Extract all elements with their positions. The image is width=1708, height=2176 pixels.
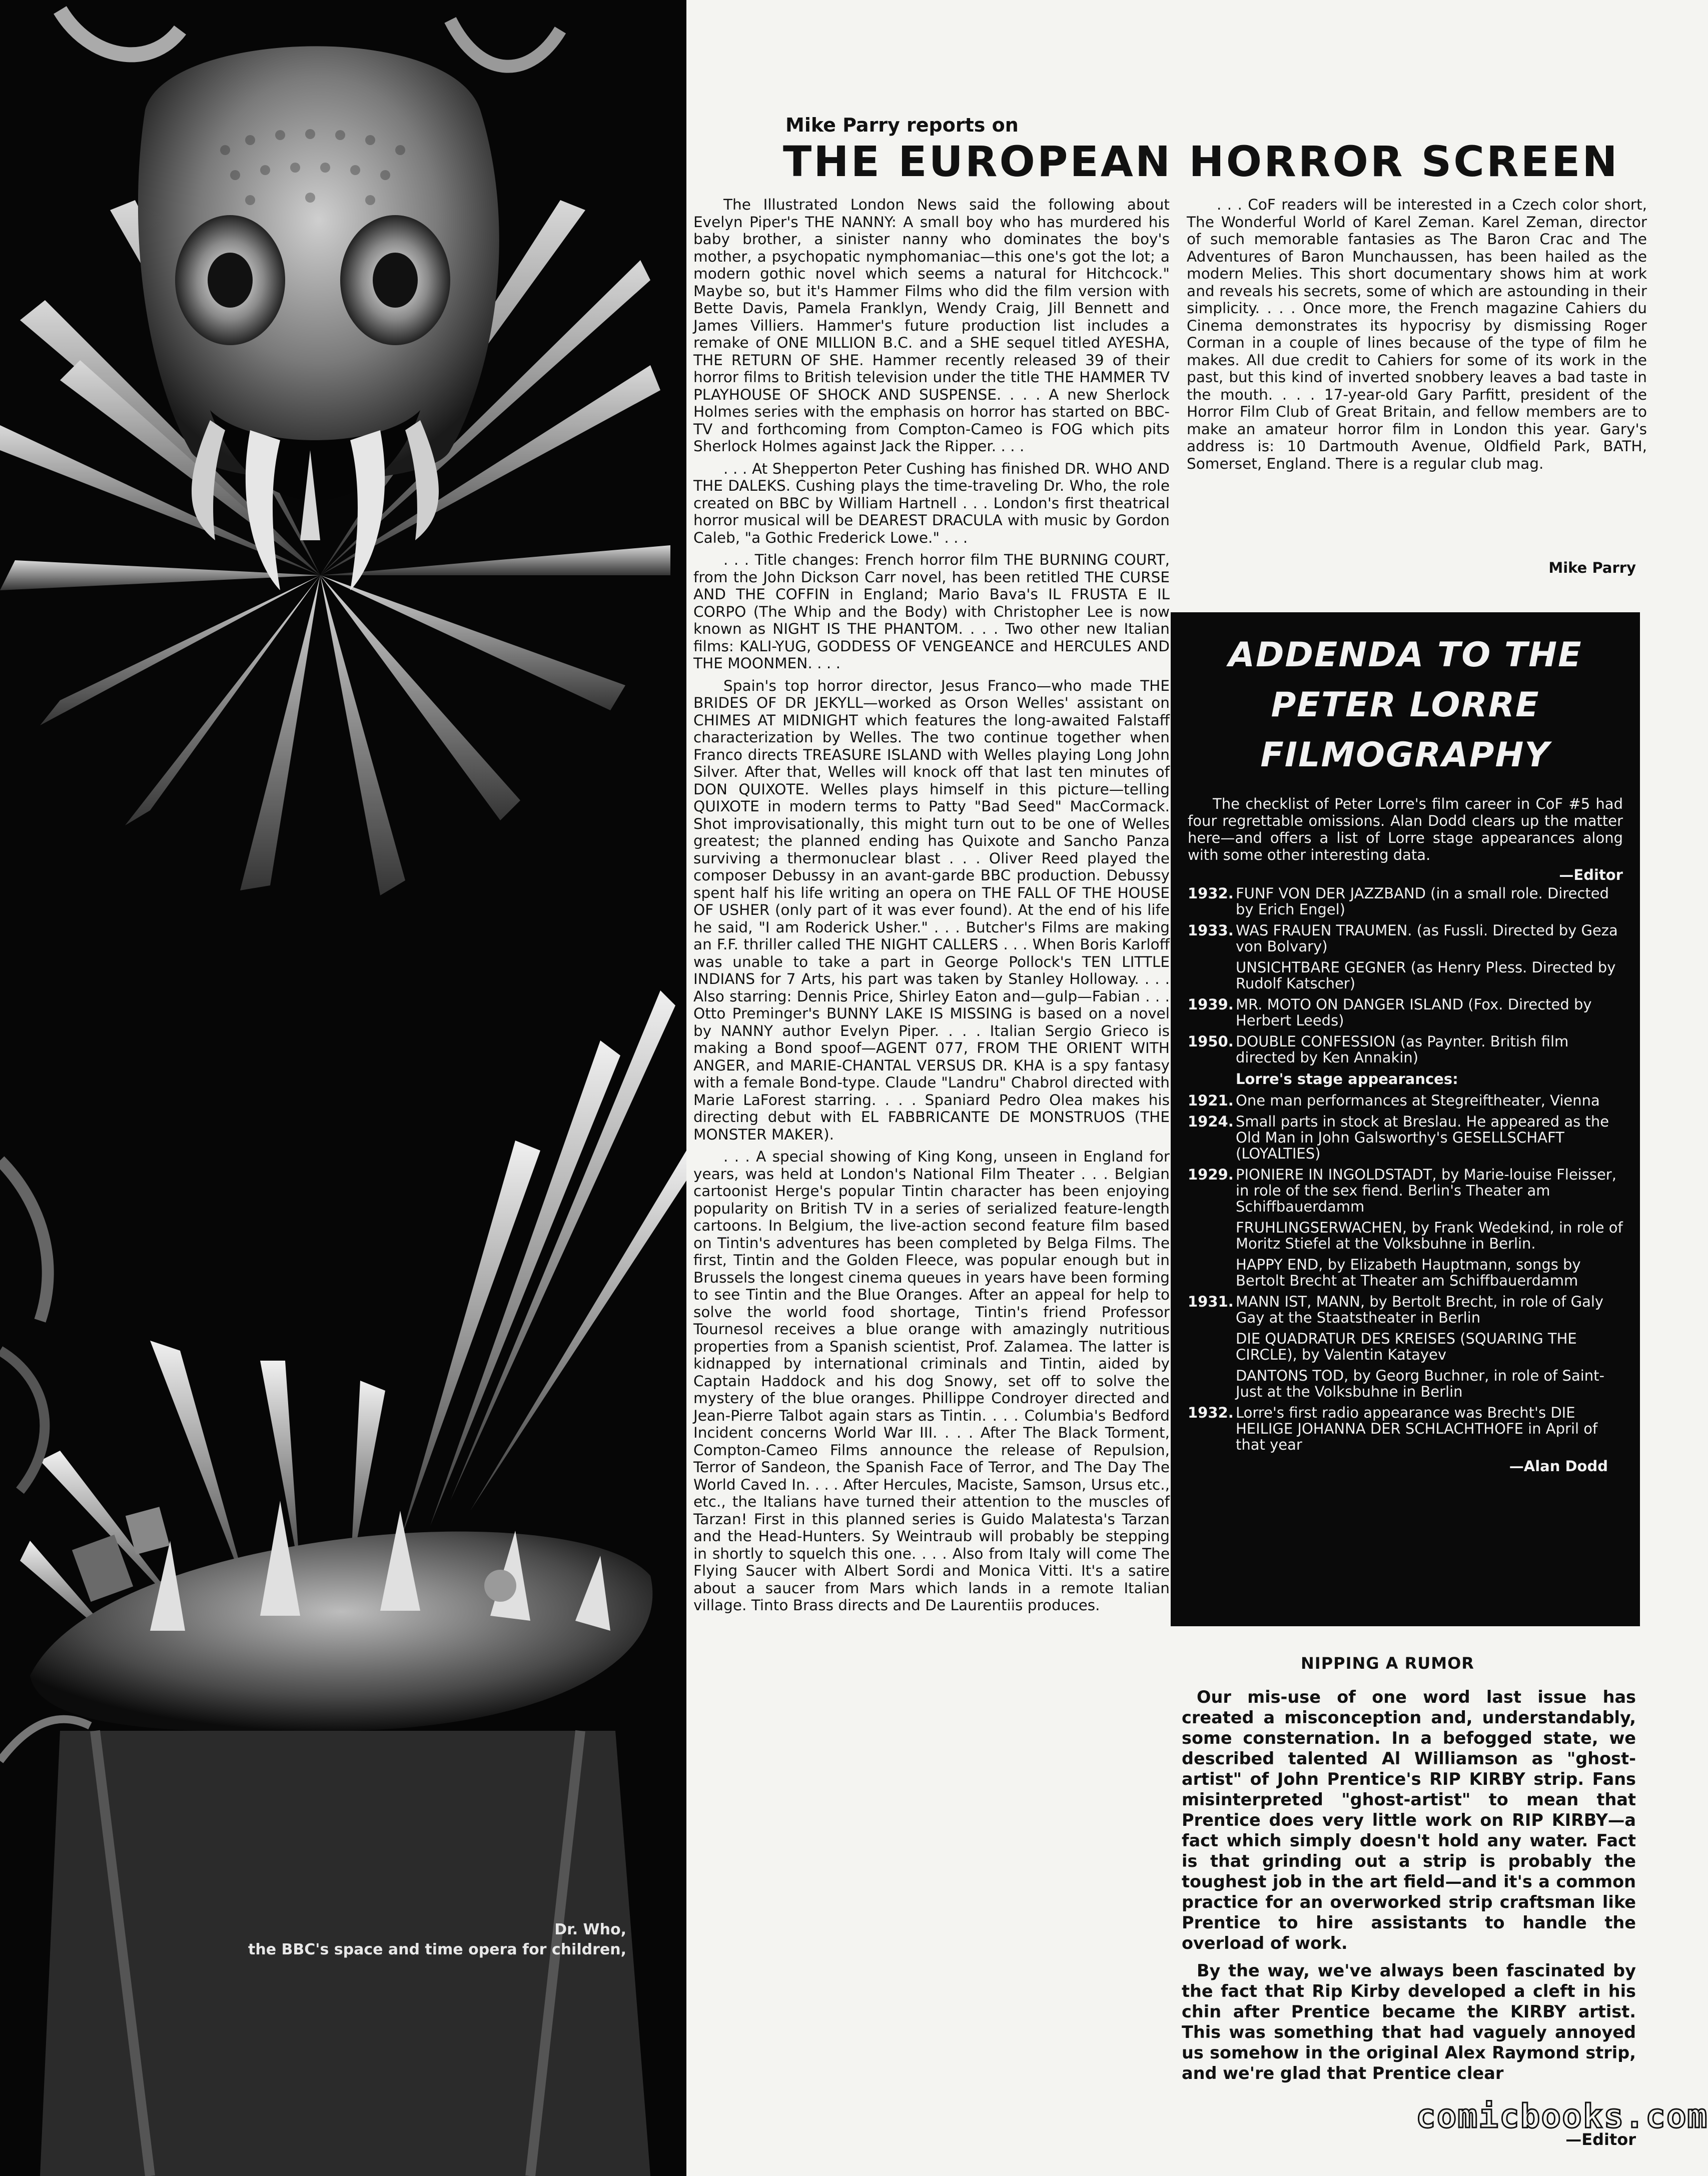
entry-text: MANN IST, MANN, by Bertolt Brecht, in role of Galy Gay at the Staatstheater in Berlin [1236, 1293, 1604, 1326]
stage-entry [1188, 1220, 1623, 1252]
stage-entry [1188, 1093, 1623, 1109]
entry-text: FUNF VON DER JAZZBAND (in a small role. Directed by Erich Engel) [1236, 885, 1609, 918]
entry-year [1188, 959, 1236, 991]
stage-entry [1188, 1167, 1623, 1215]
article-paragraph: . . . At Shepperton Peter Cushing has finished DR. WHO AND THE DALEKS. Cushing plays the time-traveling Dr. Who, the role created on BBC by William Hartnell . . . London's first theatrical horror musical will be DEAREST DRACULA with music by Gordon Caleb, "a Gothic Frederick Lowe." . . . [693, 460, 1170, 546]
entry-year: 1931. [1188, 1293, 1234, 1310]
rumor-body [1182, 1687, 1636, 2090]
entry-text: DANTONS TOD, by Georg Buchner, in role of Saint-Just at the Volksbuhne in Berlin [1236, 1367, 1605, 1400]
entry-year: 1939. [1188, 996, 1234, 1013]
rumor-paragraph: Our mis-use of one word last issue has created a misconception and, understandably, some consternation. In a befogged state, we described talented Al Williamson as "ghost-artist" of John Prentice's RIP KIRBY strip. Fans misinterpreted "ghost-artist" to mean that Prentice does very little work on RIP KIRBY—a fact which simply doesn't hold any water. Fact is that grinding out a strip is probably the toughest job in the art field—and it's a common practice for an overworked strip craftsman like Prentice to hire assistants to handle the overload of work. [1182, 1687, 1636, 1953]
entry-year: 1933. [1188, 922, 1234, 939]
caption-title: Dr. Who, [554, 1921, 626, 1938]
entry-year: 1932. [1188, 1404, 1234, 1421]
entry-text: DIE QUADRATUR DES KREISES (SQUARING THE CIRCLE), by Valentin Katayev [1236, 1330, 1577, 1363]
entry-text: PIONIERE IN INGOLDSTADT, by Marie-louise Fleisser, in role of the sex fiend. Berlin's Theater am Schiffbauerdamm [1236, 1166, 1616, 1215]
stage-entry [1188, 1257, 1623, 1289]
entry-text: DOUBLE CONFESSION (as Paynter. British film directed by Ken Annakin) [1236, 1033, 1569, 1066]
article-column-1 [693, 196, 1170, 2162]
article-headline: THE EUROPEAN HORROR SCREEN [783, 137, 1619, 186]
addenda-intro: The checklist of Peter Lorre's film career in CoF #5 had four regrettable omissions. Alan Dodd clears up the matter here—and offers a list of Lorre stage appearances along with some other interesting data. [1188, 795, 1623, 863]
addenda-title: ADDENDA TO THE PETER LORRE FILMOGRAPHY [1228, 635, 1582, 775]
entry-year: 1932. [1188, 885, 1234, 902]
stage-appearances-heading: Lorre's stage appearances: [1236, 1070, 1458, 1087]
entry-text: WAS FRAUEN TRAUMEN. (as Fussli. Directed by Geza von Bolvary) [1236, 922, 1618, 955]
entry-text: FRUHLINGSERWACHEN, by Frank Wedekind, in role of Moritz Stiefel at the Volksbuhne in Berlin. [1236, 1219, 1623, 1252]
article-paragraph: Spain's top horror director, Jesus Franco—who made THE BRIDES OF DR JEKYLL—worked as Orson Welles' assistant on CHIMES AT MIDNIGHT which features the long-awaited Falstaff characterization by Welles. The two continue together when Franco directs TREASURE ISLAND with Welles playing Long John Silver. After that, Welles will knock off that last ten minutes of DON QUIXOTE. Welles plays himself in this picture—telling QUIXOTE in modern terms to Patty "Bad Seed" MacCormack. Shot improvisationally, this might turn out to be one of Welles greatest; the planned ending has Quixote and Sancho Panza surviving a thermonuclear blast . . . Oliver Reed played the composer Debussy in an avant-garde BBC production. Debussy spent half his life writing an opera on THE FALL OF THE HOUSE OF USHER (only part of it was ever found). At the end of his life he said, "I am Roderick Usher." . . . Butcher's Films are making an F.F. thriller called THE NIGHT CALLERS . . . When Boris Karloff was unable to take a part in George Pollock's TEN LITTLE INDIANS for 7 Arts, his part was taken by Stanley Holloway. . . . Also starring: Dennis Price, Shirley Eaton and—gulp—Fabian . . . Otto Preminger's BUNNY LAKE IS MISSING is based on a novel by NANNY author Evelyn Piper. . . . Italian Sergio Grieco is making a Bond spoof—AGENT 077, FROM THE ORIENT WITH ANGER, and MARIE-CHANTAL VERSUS DR. KHA is a spy fantasy with a female Bond-type. Claude "Landru" Chabrol directed with Marie LaForest starring. . . . Spaniard Pedro Olea makes his directing debut with EL FABBRICANTE DE MONSTRUOS (THE MONSTER MAKER). [693, 677, 1170, 1143]
rumor-heading: NIPPING A RUMOR [1301, 1654, 1474, 1673]
entry-year: 1929. [1188, 1166, 1234, 1183]
byline: Mike Parry reports on [785, 114, 1019, 136]
article-paragraph: . . . CoF readers will be interested in a Czech color short, The Wonderful World of Karel Zeman. Karel Zeman, director of such memorable fantasies as The Baron Crac and The Adventures of Baron Munchaussen, has been hailed as the modern Melies. This short documentary shows him at work and reveals his secrets, some of which are astounding in their simplicity. . . . Once more, the French magazine Cahiers du Cinema demonstrates its hypocrisy by dismissing Roger Corman in a couple of lines because of the type of film he makes. All due credit to Cahiers for some of its work in the past, but this kind of inverted snobbery leaves a bad taste in the mouth. . . . 17-year-old Gary Parfitt, president of the Horror Film Club of Great Britain, and fellow members are to make an amateur horror film in London this year. Gary's address is: 10 Dartmouth Avenue, Oldfield Park, BATH, Somerset, England. There is a regular club mag. [1187, 196, 1647, 472]
entry-year: 1924. [1188, 1113, 1234, 1130]
site-watermark: comicbooks.com [1416, 2097, 1708, 2135]
photo-caption [26, 1920, 626, 1960]
entry-text: Lorre's first radio appearance was Brecht's DIE HEILIGE JOHANNA DER SCHLACHTHOFE in April of that year [1236, 1404, 1598, 1453]
article-paragraph: . . . A special showing of King Kong, unseen in England for years, was held at London's National Film Theater . . . Belgian cartoonist Herge's popular Tintin character has been enjoying popularity on British TV in a series of serialized feature-length cartoons. In Belgium, the live-action second feature film based on Tintin's adventures has been completed by Belga Films. The first, Tintin and the Golden Fleece, was popular enough but in Brussels the longest cinema queues in years have been forming to see Tintin and the Blue Oranges. After an appeal for help to solve the world food shortage, Tintin's friend Professor Tournesol receives a blue orange with amazingly nutritious properties from a Spanish scientist, Prof. Zalamea. The latter is kidnapped by international criminals and Tintin, aided by Captain Haddock and his dog Snowy, set off to solve the mystery of the blue oranges. Phillippe Condroyer directed and Jean-Pierre Talbot again stars as Tintin. . . . Columbia's Bedford Incident concerns World War III. . . . After The Black Torment, Compton-Cameo Films announce the release of Repulsion, Terror of Sandeon, the Spanish Face of Terror, and The Day The World Caved In. . . . After Hercules, Maciste, Samson, Ursus etc., etc., the Italians have turned their attention to the muscles of Tarzan! First in this planned series is Guido Malatesta's Tarzan and the Head-Hunters. Sy Weintraub will probably be stepping in shortly to squelch this one. . . . Also from Italy will come The Flying Saucer with Albert Sordi and Monica Vitti. It's a satire about a saucer from Mars which lands in a remote Italian village. Tinto Brass directs and De Laurentiis produces. [693, 1148, 1170, 1614]
article-paragraph: . . . Title changes: French horror film THE BURNING COURT, from the John Dickson Carr novel, has been retitled THE CURSE AND THE COFFIN in England; Mario Bava's IL FRUSTA E IL CORPO (The Whip and the Body) with Christopher Lee is now known as NIGHT IS THE PHANTOM. . . . Two other new Italian films: KALI-YUG, GODDESS OF VENGEANCE and HERCULES AND THE MOONMEN. . . . [693, 551, 1170, 672]
filmography-entry [1188, 959, 1623, 991]
rumor-editor-credit: —Editor [1565, 2130, 1636, 2149]
addenda-box [1171, 612, 1640, 1626]
filmography-entry [1188, 922, 1623, 954]
photo-dr-who-creature [0, 0, 686, 2176]
stage-entry [1188, 1405, 1623, 1453]
entry-text: Small parts in stock at Breslau. He appeared as the Old Man in John Galsworthy's GESELLSCHAFT (LOYALTIES) [1236, 1113, 1609, 1162]
article-column-2 [1187, 196, 1647, 556]
entry-year: 1950. [1188, 1033, 1234, 1050]
entry-text: UNSICHTBARE GEGNER (as Henry Pless. Directed by Rudolf Katscher) [1236, 959, 1616, 992]
caption-subtitle: the BBC's space and time opera for children, [248, 1941, 626, 1958]
article-signoff: Mike Parry [1548, 559, 1636, 576]
entry-text: MR. MOTO ON DANGER ISLAND (Fox. Directed by Herbert Leeds) [1236, 996, 1592, 1029]
stage-entry [1188, 1294, 1623, 1326]
entry-year [1188, 1368, 1236, 1400]
article-paragraph: The Illustrated London News said the following about Evelyn Piper's THE NANNY: A small boy who has murdered his baby brother, a sinister nanny who dominates the boy's mother, a psychopatic nymphomaniac—this one's got the lot; a modern gothic novel which seems a natural for Hitchcock." Maybe so, but it's Hammer Films who did the film version with Bette Davis, Pamela Franklyn, Wendy Craig, Jill Bennett and James Villiers. Hammer's future production list includes a remake of ONE MILLION B.C. and a SHE sequel titled AYESHA, THE RETURN OF SHE. Hammer recently released 39 of their horror films to British television under the title THE HAMMER TV PLAYHOUSE OF SHOCK AND SUSPENSE. . . . A new Sherlock Holmes series with the emphasis on horror has started on BBC-TV and forthcoming from Compton-Cameo is FOG which pits Sherlock Holmes against Jack the Ripper. . . . [693, 196, 1170, 455]
entry-year [1188, 1257, 1236, 1289]
monster-photo-illustration [0, 0, 686, 2176]
filmography-entry [1188, 1033, 1623, 1065]
stage-entry [1188, 1331, 1623, 1363]
entry-year [1188, 1220, 1236, 1252]
entry-year [1188, 1331, 1236, 1363]
rumor-paragraph: By the way, we've always been fascinated by the fact that Rip Kirby developed a cleft in his chin after Prentice became the KIRBY artist. This was something that had vaguely annoyed us somehow in the original Alex Raymond strip, and we're glad that Prentice clear [1182, 1961, 1636, 2083]
filmography-entry [1188, 996, 1623, 1028]
entry-text: One man performances at Stegreiftheater, Vienna [1236, 1092, 1600, 1109]
stage-entry [1188, 1114, 1623, 1162]
addenda-editor-credit: —Editor [1559, 866, 1623, 883]
stage-entry [1188, 1368, 1623, 1400]
filmography-entry [1188, 885, 1623, 917]
addenda-signoff: —Alan Dodd [1509, 1458, 1608, 1475]
entry-year: 1921. [1188, 1092, 1234, 1109]
entry-text: HAPPY END, by Elizabeth Hauptmann, songs by Bertolt Brecht at Theater am Schiffbauerdamm [1236, 1256, 1581, 1289]
